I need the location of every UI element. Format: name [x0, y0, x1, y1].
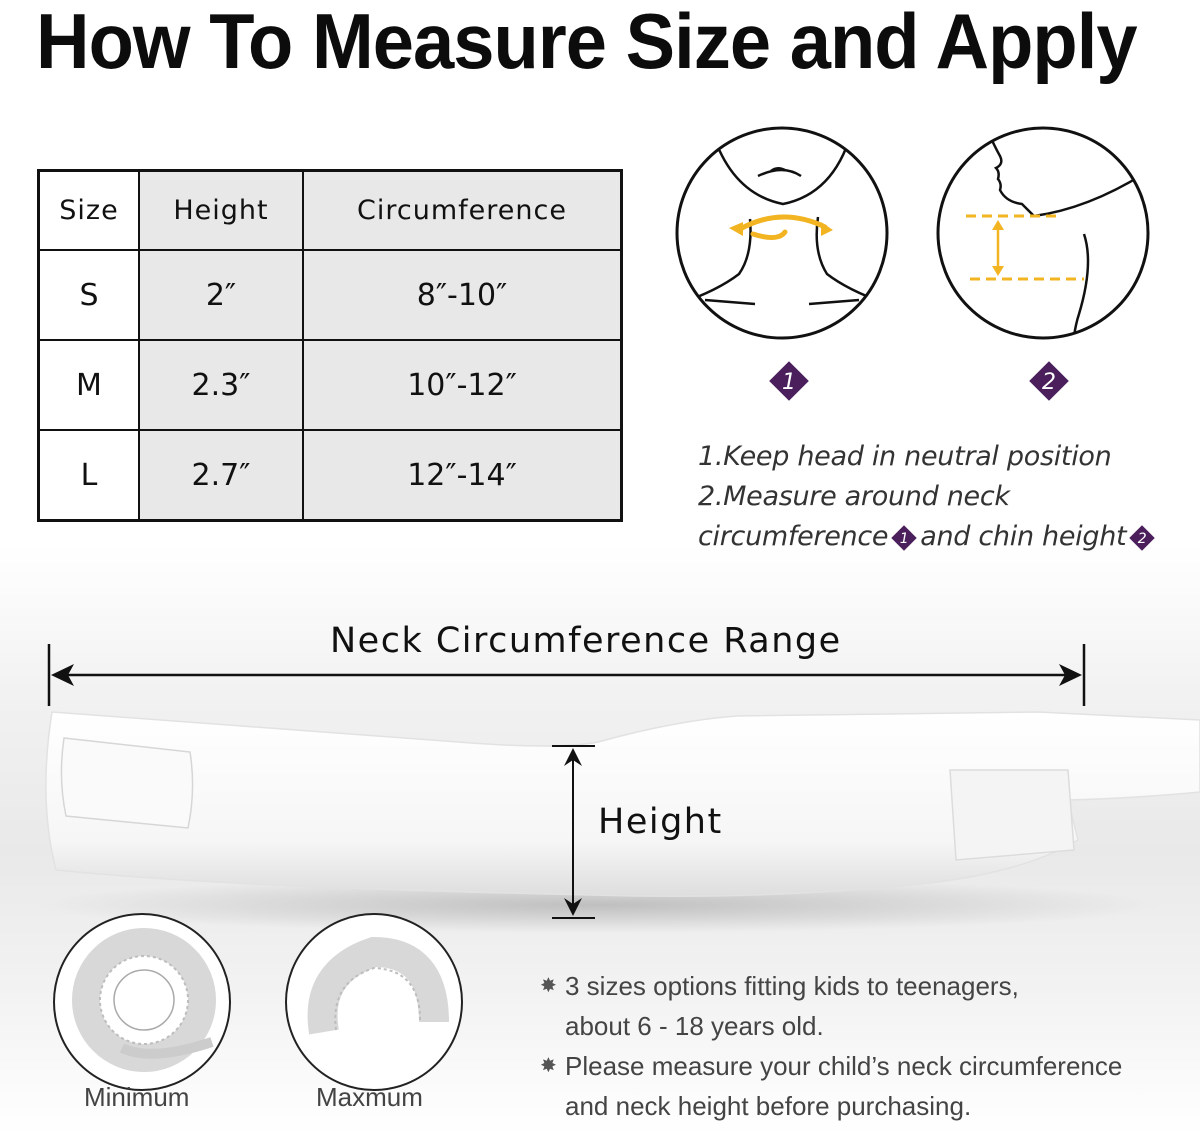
range-arrow-icon [46, 642, 1088, 708]
table-row [39, 250, 622, 340]
cell-circumference: 10″-12″ [303, 340, 622, 430]
cell-height: 2.3″ [139, 340, 303, 430]
maximum-caption: Maxmum [316, 1082, 423, 1112]
note-line: Please measure your child’s neck circumference [565, 1051, 1123, 1081]
note-line: about 6 - 18 years old. [565, 1011, 824, 1041]
badge-number: 2 [1138, 530, 1147, 547]
height-label: Height [598, 802, 723, 842]
table-row [39, 340, 622, 430]
step-1-badge-inline [890, 524, 918, 552]
header-size: Size [39, 171, 140, 251]
bullet-star-icon: ✸ [540, 975, 557, 997]
badge-number: 1 [899, 530, 909, 547]
list-item [540, 966, 1185, 1046]
cell-size: M [39, 340, 140, 430]
step-2-badge [1027, 359, 1071, 403]
header-height: Height [139, 171, 303, 251]
cell-circumference: 12″-14″ [303, 430, 622, 520]
table-row [39, 430, 622, 520]
cell-height: 2.7″ [139, 430, 303, 520]
badge-number: 2 [1042, 370, 1056, 395]
minimum-size-thumbnail [52, 912, 232, 1092]
size-chart-table [37, 169, 623, 522]
step-2-badge-inline [1128, 524, 1156, 552]
measuring-instructions [698, 437, 1158, 557]
step-1-badge [767, 359, 811, 403]
neck-circumference-diagram [673, 124, 891, 342]
minimum-caption: Minimum [84, 1082, 190, 1112]
badge-number: 1 [782, 370, 796, 395]
cell-size: S [39, 250, 140, 340]
note-line: and neck height before purchasing. [565, 1091, 972, 1121]
instruction-text: circumference [698, 521, 889, 552]
maximum-size-thumbnail [284, 912, 464, 1092]
page-title: How To Measure Size and Apply [36, 0, 1137, 85]
list-item [540, 1046, 1185, 1126]
table-header-row [39, 171, 622, 251]
cell-height: 2″ [139, 250, 303, 340]
neck-circumference-range-label: Neck Circumference Range [330, 621, 842, 661]
instruction-text: and chin height [920, 521, 1127, 552]
cell-size: L [39, 430, 140, 520]
chin-height-diagram [934, 124, 1152, 342]
bullet-star-icon: ✸ [540, 1055, 557, 1077]
size-notes-list [540, 966, 1185, 1126]
instruction-line: 1.Keep head in neutral position [698, 441, 1112, 472]
cell-circumference: 8″-10″ [303, 250, 622, 340]
instruction-line: 2.Measure around neck [698, 481, 1010, 512]
instruction-line [698, 517, 1158, 557]
header-circumference: Circumference [303, 171, 622, 251]
note-line: 3 sizes options fitting kids to teenagers, [565, 971, 1019, 1001]
